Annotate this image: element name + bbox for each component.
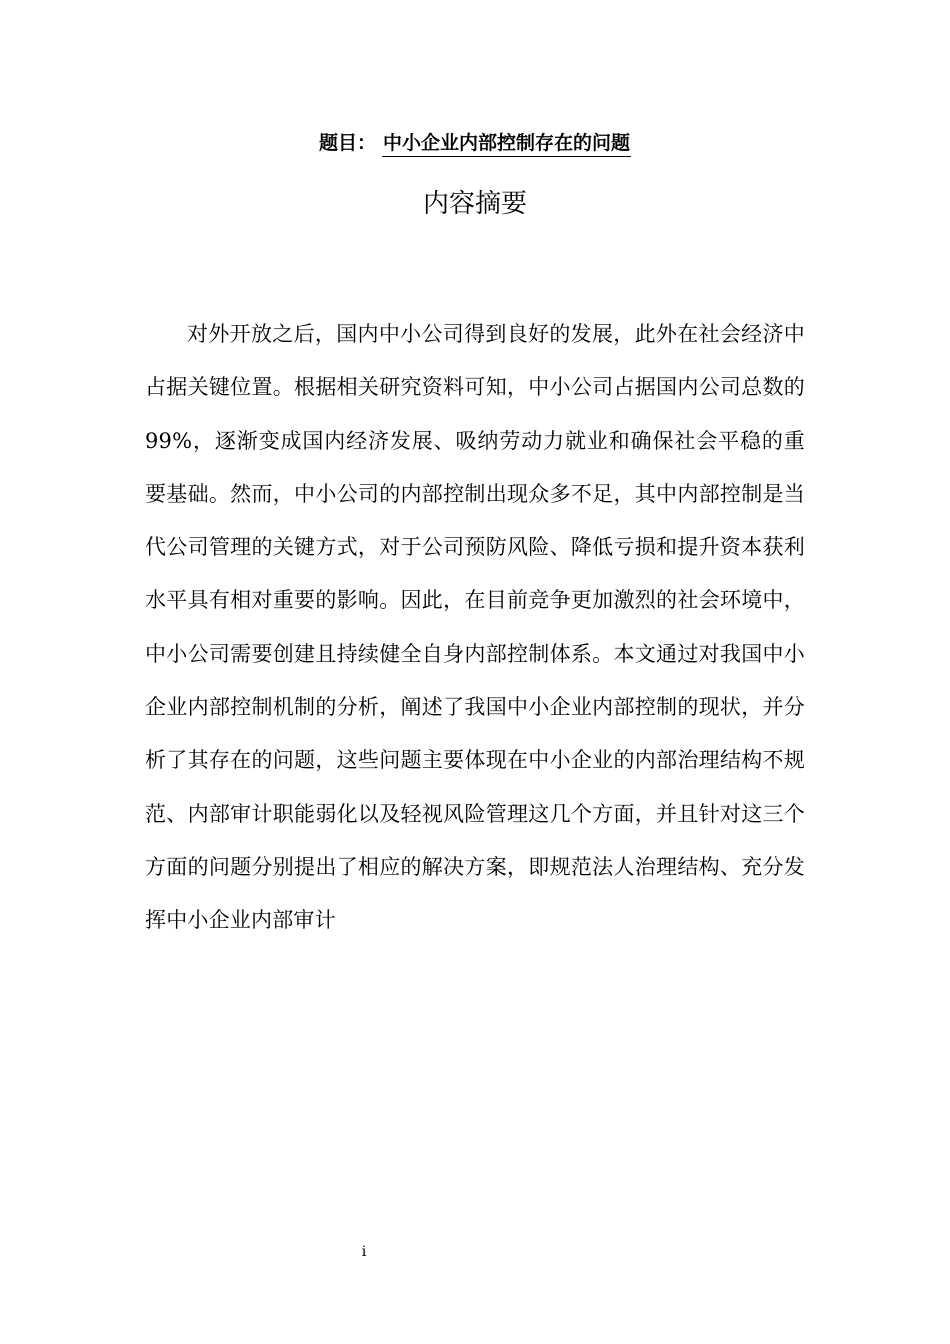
abstract-paragraph: 对外开放之后，国内中小公司得到良好的发展，此外在社会经济中占据关键位置。根据相关研究资料可知，中小公司占据国内公司总数的99%，逐渐变成国内经济发展、吸纳劳动力就业和确保社会平稳的重要基础。然而，中小公司的内部控制出现众多不足，其中内部控制是当代公司管理的关键方式，对于公司预防风险、降低亏损和提升资本获利水平具有相对重要的影响。因此，在目前竞争更加激烈的社会环境中，中小公司需要创建且持续健全自身内部控制体系。本文通过对我国中小企业内部控制机制的分析，阐述了我国中小企业内部控制的现状，并分析了其存在的问题，这些问题主要体现在中小企业的内部治理结构不规范、内部审计职能弱化以及轻视风险管理这几个方面，并且针对这三个方面的问题分别提出了相应的解决方案，即规范法人治理结构、充分发挥中小企业内部审计 <box>145 322 805 933</box>
document-title: 中小企业内部控制存在的问题 <box>382 130 631 157</box>
abstract-heading: 内容摘要 <box>422 189 527 219</box>
title-label: 题目： <box>318 132 376 154</box>
title-row <box>0 128 950 158</box>
page-number: i <box>361 1244 367 1260</box>
